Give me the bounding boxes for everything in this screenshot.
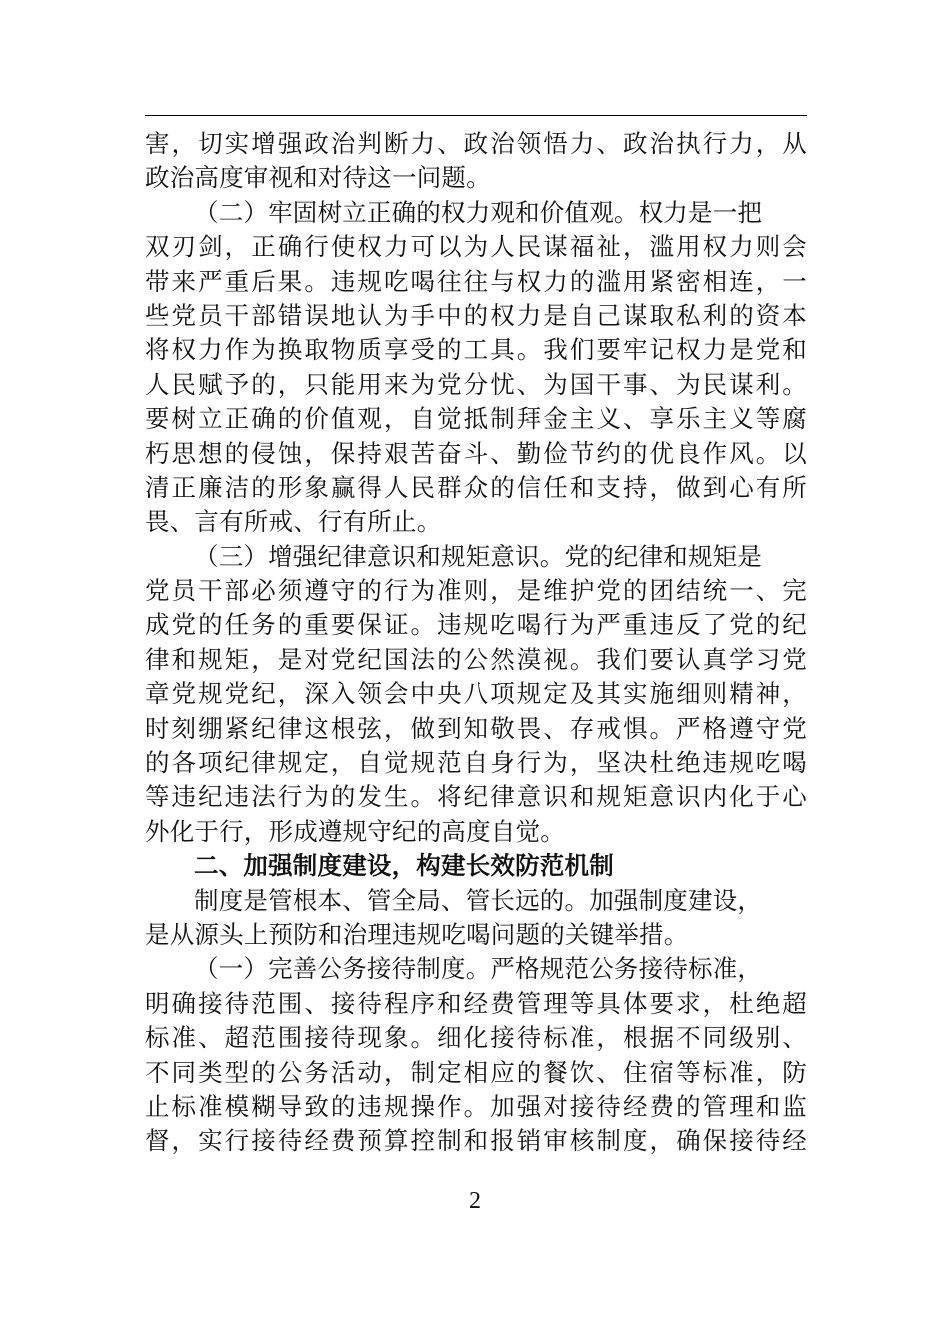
text-line: 的各项纪律规定，自觉规范自身行为，坚决杜绝违规吃喝 [145, 748, 807, 778]
text-line: 督，实行接待经费预算控制和报销审核制度，确保接待经 [145, 1126, 807, 1156]
text-line: 成党的任务的重要保证。违规吃喝行为严重违反了党的纪 [145, 610, 807, 640]
text-line: 时刻绷紧纪律这根弦，做到知敬畏、存戒惧。严格遵守党 [145, 713, 807, 743]
text-line: 害，切实增强政治判断力、政治领悟力、政治执行力，从 [145, 129, 807, 158]
text-line: 标准、超范围接待现象。细化接待标准，根据不同级别、 [145, 1023, 807, 1053]
text-line: 清正廉洁的形象赢得人民群众的信任和支持，做到心有所 [145, 472, 807, 502]
text-line: 止标准模糊导致的违规操作。加强对接待经费的管理和监 [145, 1091, 807, 1121]
page-number: 2 [469, 1188, 481, 1214]
text-line: 律和规矩，是对党纪国法的公然漠视。我们要认真学习党 [145, 644, 807, 674]
section-heading: 二、加强制度建设，构建长效防范机制 [194, 851, 614, 881]
text-line: 外化于行，形成遵规守纪的高度自觉。 [145, 816, 565, 846]
text-line: 政治高度审视和对待这一问题。 [145, 163, 491, 193]
text-line: 朽思想的侵蚀，保持艰苦奋斗、勤俭节约的优良作风。以 [145, 438, 807, 468]
text-line: （二）牢固树立正确的权力观和价值观。权力是一把 [194, 197, 763, 227]
text-line: 是从源头上预防和治理违规吃喝问题的关键举措。 [145, 919, 689, 949]
text-line: 双刃剑，正确行使权力可以为人民谋福祉，滥用权力则会 [145, 232, 807, 262]
text-line: 畏、言有所戒、行有所止。 [145, 507, 442, 537]
text-line: 将权力作为换取物质享受的工具。我们要牢记权力是党和 [145, 335, 807, 365]
text-line: 带来严重后果。违规吃喝往往与权力的滥用紧密相连，一 [145, 266, 807, 296]
text-line: 明确接待范围、接待程序和经费管理等具体要求，杜绝超 [145, 988, 807, 1018]
text-line: （三）增强纪律意识和规矩意识。党的纪律和规矩是 [194, 541, 763, 571]
text-line: 党员干部必须遵守的行为准则，是维护党的团结统一、完 [145, 576, 807, 606]
text-line: 要树立正确的价值观，自觉抵制拜金主义、享乐主义等腐 [145, 404, 807, 434]
header-rule [145, 115, 807, 116]
text-line: 人民赋予的，只能用来为党分忧、为国干事、为民谋利。 [145, 369, 807, 399]
text-line: 些党员干部错误地认为手中的权力是自己谋取私利的资本 [145, 300, 807, 330]
text-line: （一）完善公务接待制度。严格规范公务接待标准， [194, 954, 763, 984]
text-line: 不同类型的公务活动，制定相应的餐饮、住宿等标准，防 [145, 1057, 807, 1087]
text-line: 等违纪违法行为的发生。将纪律意识和规矩意识内化于心 [145, 782, 807, 812]
text-line: 制度是管根本、管全局、管长远的。加强制度建设， [194, 885, 763, 915]
body-text [145, 127, 807, 1159]
text-line: 章党规党纪，深入领会中央八项规定及其实施细则精神， [145, 679, 807, 709]
